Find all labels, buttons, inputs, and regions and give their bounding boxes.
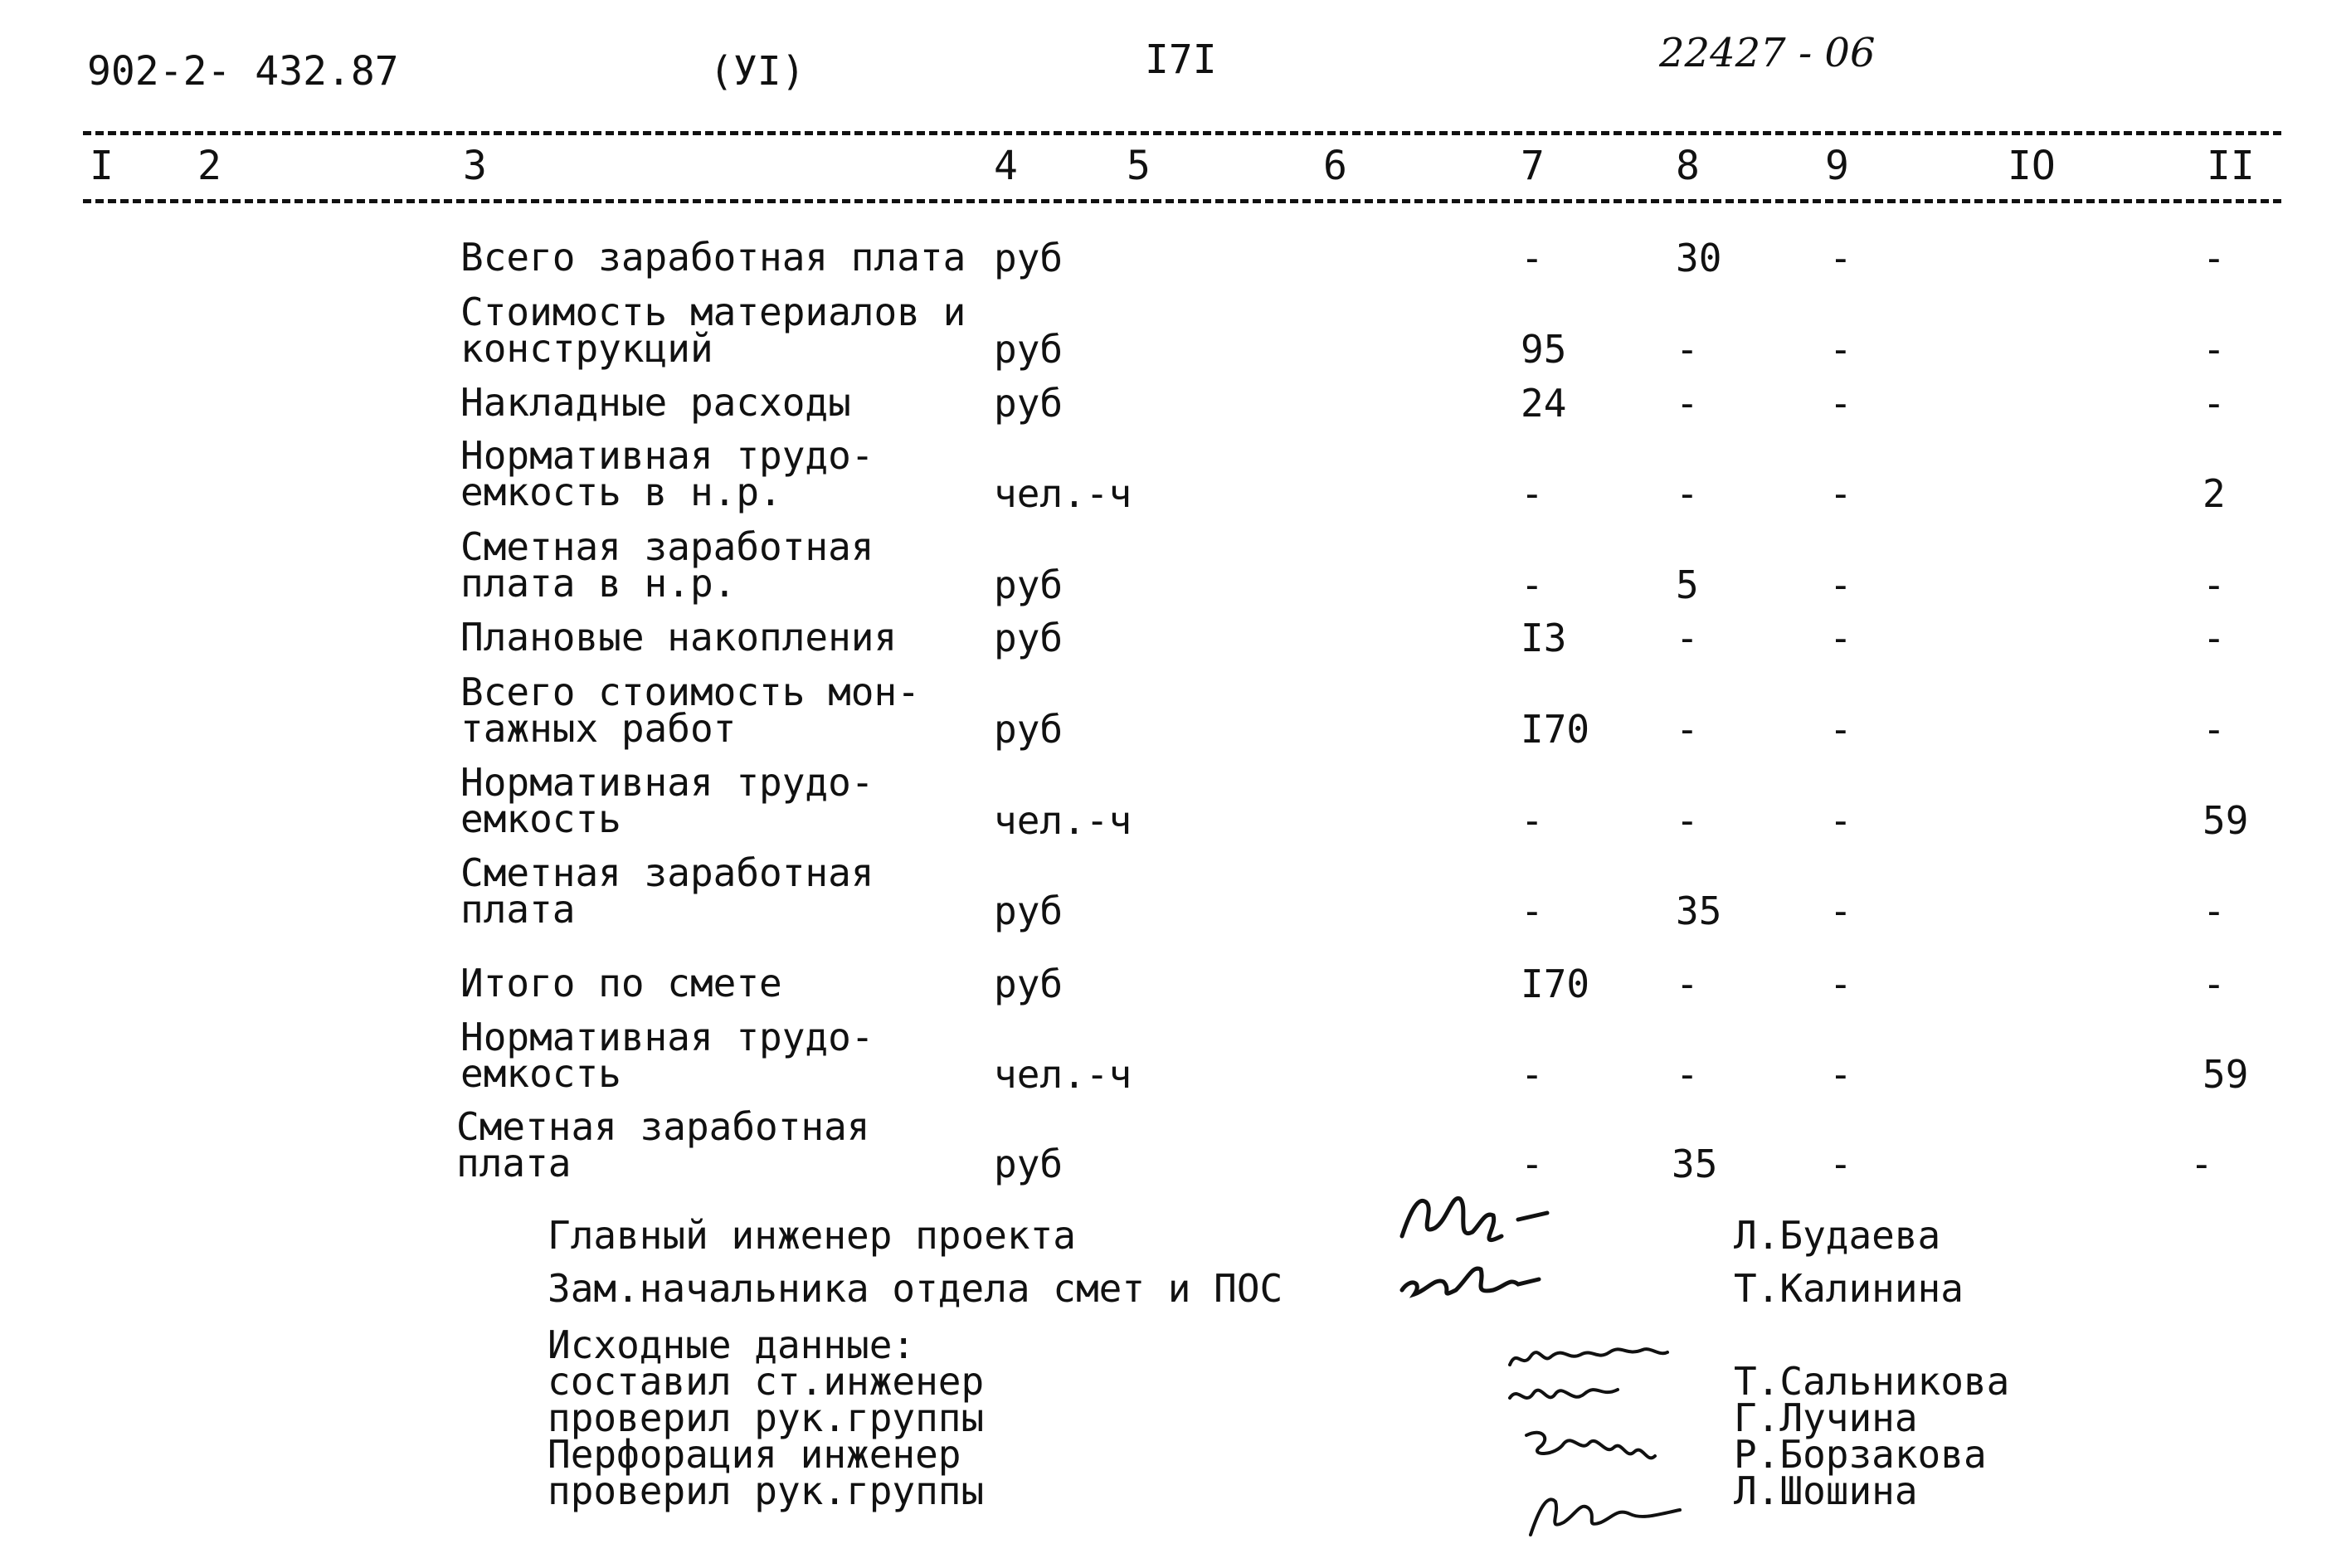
row-name: Сметная заработная плата [460, 850, 874, 932]
row-name: Нормативная трудо- емкость [460, 760, 874, 841]
row-col11: - [2203, 707, 2226, 752]
row-unit: руб [994, 562, 1064, 607]
row-col7: - [1521, 889, 1544, 933]
row-col9: - [1829, 616, 1852, 660]
row-name: Всего стоимость мон- тажных работ [460, 670, 920, 751]
row-name: Стоимость материалов и конструкций [460, 290, 966, 371]
row-col11: - [2203, 889, 2226, 933]
row-col7: 95 [1521, 327, 1567, 372]
archive-number: 22427 - 06 [1659, 30, 1876, 76]
row-col7: 24 [1521, 381, 1567, 426]
row-col7: - [1521, 1142, 1544, 1186]
row-col8: 35 [1672, 1142, 1718, 1186]
row-name: Нормативная трудо- емкость [460, 1015, 874, 1096]
row-name: Плановые накопления [460, 615, 898, 660]
chief-engineer-title: Главный инженер проекта [548, 1213, 1076, 1258]
row-unit: руб [994, 236, 1064, 280]
row-col11: - [2203, 616, 2226, 660]
signer-name: Р.Борзакова [1734, 1432, 1987, 1477]
role-line: Перфорация инженер [548, 1432, 961, 1477]
signer-name: Г.Лучина [1734, 1395, 1918, 1440]
column-number: 4 [994, 143, 1018, 189]
row-col7: - [1521, 236, 1544, 280]
column-number: 9 [1825, 143, 1849, 189]
row-col7: I70 [1521, 707, 1590, 752]
row-col11: - [2203, 562, 2226, 607]
row-col7: - [1521, 471, 1544, 516]
row-unit: руб [994, 889, 1064, 933]
signature-deputy [1394, 1244, 1576, 1311]
row-col9: - [1829, 327, 1852, 372]
row-col11: - [2203, 327, 2226, 372]
row-col8: - [1676, 381, 1699, 426]
row-col7: I3 [1521, 616, 1567, 660]
role-line: проверил рук.группы [548, 1468, 985, 1513]
row-col8: 5 [1676, 562, 1699, 607]
row-col8: - [1676, 707, 1699, 752]
row-col8: - [1676, 962, 1699, 1006]
signature-luchina [1502, 1373, 1684, 1423]
column-number: 2 [197, 143, 221, 189]
row-col11: - [2190, 1142, 2213, 1186]
row-name: Всего заработная плата [460, 235, 966, 280]
row-unit: руб [994, 707, 1064, 752]
row-col9: - [1829, 707, 1852, 752]
row-col8: - [1676, 327, 1699, 372]
column-number: I [90, 143, 114, 189]
document-code: 902-2- 432.87 [87, 48, 399, 95]
row-col9: - [1829, 1052, 1852, 1097]
row-col11: - [2203, 381, 2226, 426]
chief-engineer-name: Л.Будаева [1734, 1213, 1941, 1258]
column-number: II [2207, 143, 2255, 189]
row-unit: чел.-ч [994, 798, 1132, 843]
row-col9: - [1829, 381, 1852, 426]
source-data-heading: Исходные данные: [548, 1322, 916, 1367]
deputy-head-title: Зам.начальника отдела смет и ПОС [548, 1266, 1283, 1311]
row-col7: - [1521, 562, 1544, 607]
row-name: Накладные расходы [460, 380, 851, 425]
row-unit: руб [994, 1142, 1064, 1186]
signature-shoshina [1518, 1468, 1701, 1543]
row-unit: руб [994, 381, 1064, 426]
row-col11: 59 [2203, 798, 2249, 843]
row-col9: - [1829, 962, 1852, 1006]
row-col8: - [1676, 1052, 1699, 1097]
role-line: составил ст.инженер [548, 1359, 985, 1404]
signer-name: Т.Сальникова [1734, 1359, 2010, 1404]
row-col7: - [1521, 1052, 1544, 1097]
row-col8: 35 [1676, 889, 1722, 933]
row-col9: - [1829, 471, 1852, 516]
column-number: 6 [1323, 143, 1347, 189]
row-col11: 59 [2203, 1052, 2249, 1097]
row-unit: руб [994, 616, 1064, 660]
row-col7: I70 [1521, 962, 1590, 1006]
row-col11: - [2203, 962, 2226, 1006]
row-col9: - [1829, 798, 1852, 843]
row-col8: - [1676, 616, 1699, 660]
row-unit: руб [994, 327, 1064, 372]
deputy-head-name: Т.Калинина [1734, 1266, 1964, 1311]
column-number: 7 [1521, 143, 1545, 189]
header-top-rule [83, 131, 2281, 135]
row-col8: - [1676, 471, 1699, 516]
signer-name: Л.Шошина [1734, 1468, 1918, 1513]
row-col11: 2 [2203, 471, 2226, 516]
row-unit: чел.-ч [994, 1052, 1132, 1097]
column-number: 8 [1676, 143, 1700, 189]
role-line: проверил рук.группы [548, 1395, 985, 1440]
row-name: Сметная заработная плата в н.р. [460, 524, 874, 606]
row-unit: чел.-ч [994, 471, 1132, 516]
row-unit: руб [994, 962, 1064, 1006]
row-col7: - [1521, 798, 1544, 843]
column-number: 3 [463, 143, 487, 189]
row-col9: - [1829, 236, 1852, 280]
column-number: IO [2008, 143, 2056, 189]
row-col8: - [1676, 798, 1699, 843]
row-col9: - [1829, 1142, 1852, 1186]
row-col11: - [2203, 236, 2226, 280]
row-col8: 30 [1676, 236, 1722, 280]
row-name: Итого по смете [460, 961, 782, 1006]
row-col9: - [1829, 889, 1852, 933]
row-name: Нормативная трудо- емкость в н.р. [460, 433, 874, 514]
row-col9: - [1829, 562, 1852, 607]
section-number: (УI) [709, 48, 806, 95]
column-number: 5 [1127, 143, 1151, 189]
page-number: I7I [1145, 37, 1217, 83]
header-bottom-rule [83, 199, 2281, 203]
row-name: Сметная заработная плата [456, 1104, 870, 1186]
